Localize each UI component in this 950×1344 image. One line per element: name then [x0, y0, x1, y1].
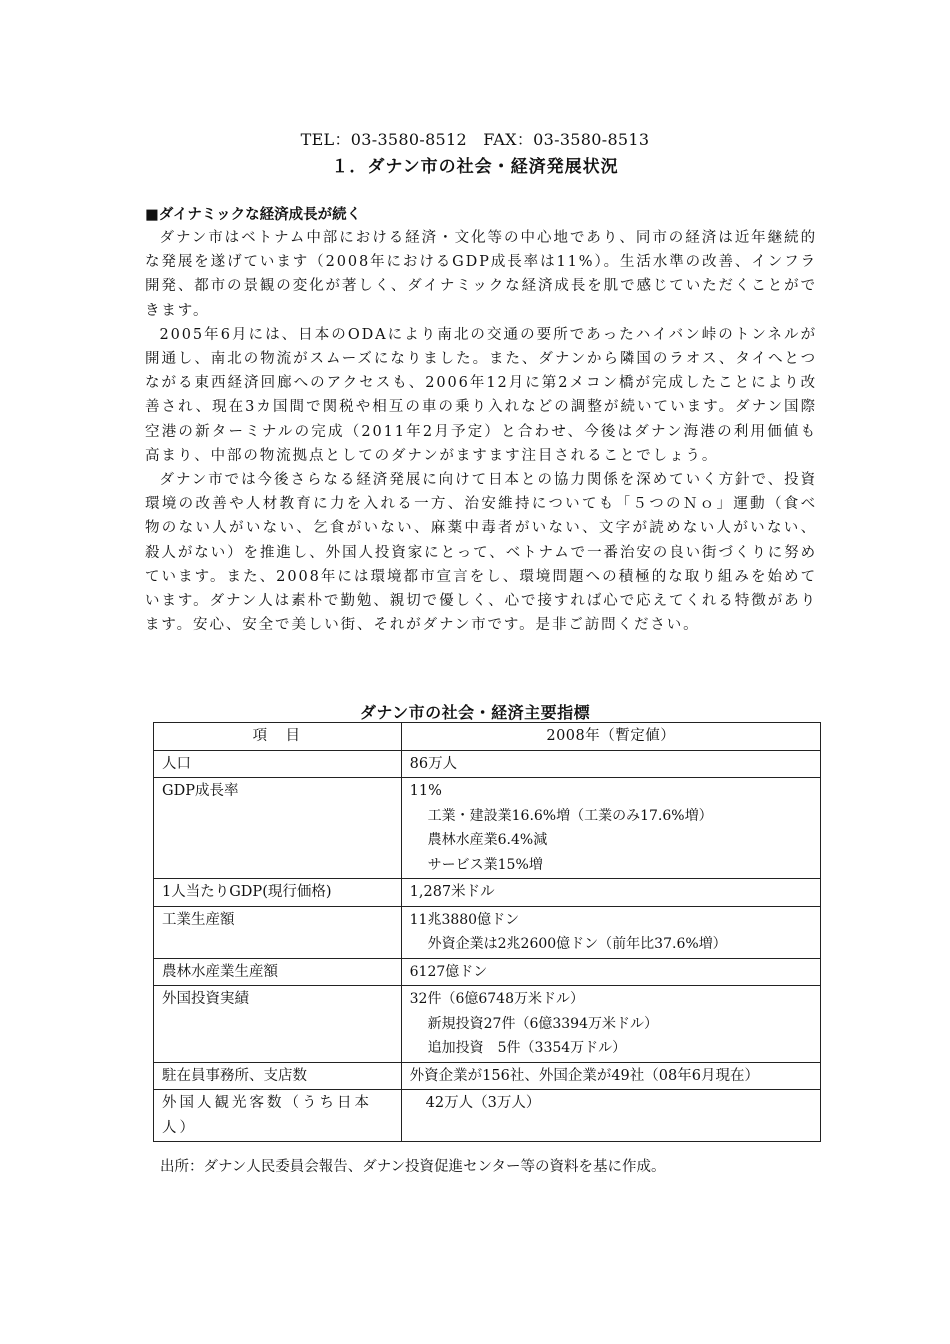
table-row: [154, 778, 821, 879]
value-main: 86万人: [409, 755, 458, 772]
value-sub: 外資企業は2兆2600億ドン（前年比37.6%増）: [427, 936, 727, 952]
row-label: 農林水産業生産額: [154, 958, 402, 986]
table-row: [154, 1090, 821, 1142]
value-sub: 追加投資 5件（3354万ドル）: [427, 1040, 627, 1056]
row-value: [401, 986, 820, 1063]
row-value: [401, 906, 820, 958]
row-label: 人口: [154, 750, 402, 778]
source-note: 出所：ダナン人民委員会報告、ダナン投資促進センター等の資料を基に作成。: [160, 1159, 666, 1175]
row-value: [401, 1090, 820, 1142]
page-title: １．ダナン市の社会・経済発展状況: [331, 157, 619, 177]
value-main: 42万人（3万人）: [425, 1095, 541, 1111]
table-row: [154, 958, 821, 986]
table-title: ダナン市の社会・経済主要指標: [359, 703, 591, 722]
row-value: [401, 778, 820, 879]
table-row: [154, 906, 821, 958]
paragraph-3: ダナン市では今後さらなる経済発展に向けて日本との協力関係を深めていく方針で、投資環境の改善や人材教育に力を入れる一方、治安維持についても「５つのＮｏ」運動（食べ物のない人がいない、乞食がいない、麻薬中毒者がいない、文字が読めない人がいない、殺人がない）を推進し、外国人投資家にとって、ベトナムで一番治安の良い街づくりに努めています。また、2008年には環境都市宣言をし、環境問題への積極的な取り組みを始めています。ダナン人は素朴で勤勉、親切で優しく、心で接すれば心で応えてくれる特徴があります。安心、安全で美しい街、それがダナン市です。是非ご訪問ください。: [145, 472, 817, 634]
value-main: 11兆3880億ドン: [409, 911, 520, 928]
section-heading: ■ダイナミックな経済成長が続く: [145, 206, 362, 223]
row-label: 工業生産額: [154, 906, 402, 958]
row-value: [401, 958, 820, 986]
contact-line: TEL：03-3580-8512 FAX：03-3580-8513: [300, 130, 650, 149]
header-value: 2008年（暫定値）: [401, 723, 820, 751]
row-value: [401, 1062, 820, 1090]
value-main: 32件（6億6748万米ドル）: [409, 991, 584, 1007]
value-sub: 新規投資27件（6億3394万米ドル）: [427, 1015, 658, 1032]
value-main: 6127億ドン: [409, 963, 488, 980]
paragraph-2: 2005年6月には、日本のODAにより南北の交通の要所であったハイバン峠のトンネルが開通し、南北の物流がスムーズになりました。また、ダナンから隣国のラオス、タイへとつながる東西経済回廊へのアクセスも、2006年12月に第2メコン橋が完成したことにより改善され、現在3カ国間で関税や相互の車の乗り入れなどの調整が続いています。ダナン国際空港の新ターミナルの完成（2011年2月予定）と合わせ、今後はダナン海港の利用価値も高まり、中部の物流拠点としてのダナンがますます注目されることでしょう。: [145, 326, 817, 464]
table-header-row: [154, 723, 821, 751]
table-row: [154, 879, 821, 907]
row-label: 駐在員事務所、支店数: [154, 1062, 402, 1090]
row-label: 1人当たりGDP(現行価格): [154, 879, 402, 907]
value-main: 外資企業が156社、外国企業が49社（08年6月現在）: [409, 1067, 759, 1084]
row-label: GDP成長率: [154, 778, 402, 879]
value-sub: サービス業15%増: [427, 856, 543, 873]
value-sub: 工業・建設業16.6%増（工業のみ17.6%増）: [427, 807, 713, 824]
row-label: 外国人観光客数（うち日本人）: [154, 1090, 402, 1142]
value-sub: 農林水産業6.4%減: [427, 832, 548, 848]
table-row: [154, 1062, 821, 1090]
row-label: 外国投資実績: [154, 986, 402, 1063]
paragraph-1: ダナン市はベトナム中部における経済・文化等の中心地であり、同市の経済は近年継続的な発展を遂げています（2008年におけるGDP成長率は11%）。生活水準の改善、インフラ開発、都市の景観の変化が著しく、ダイナミックな経済成長を肌で感じていただくことができます。: [145, 230, 817, 319]
body-text: [145, 226, 817, 637]
row-value: [401, 750, 820, 778]
value-main: 1,287米ドル: [409, 884, 495, 900]
row-value: [401, 879, 820, 907]
table-row: [154, 986, 821, 1063]
value-main: 11%: [409, 783, 442, 799]
table-row: [154, 750, 821, 778]
header-item: 項 目: [154, 723, 402, 751]
indicators-table: [153, 722, 821, 1142]
